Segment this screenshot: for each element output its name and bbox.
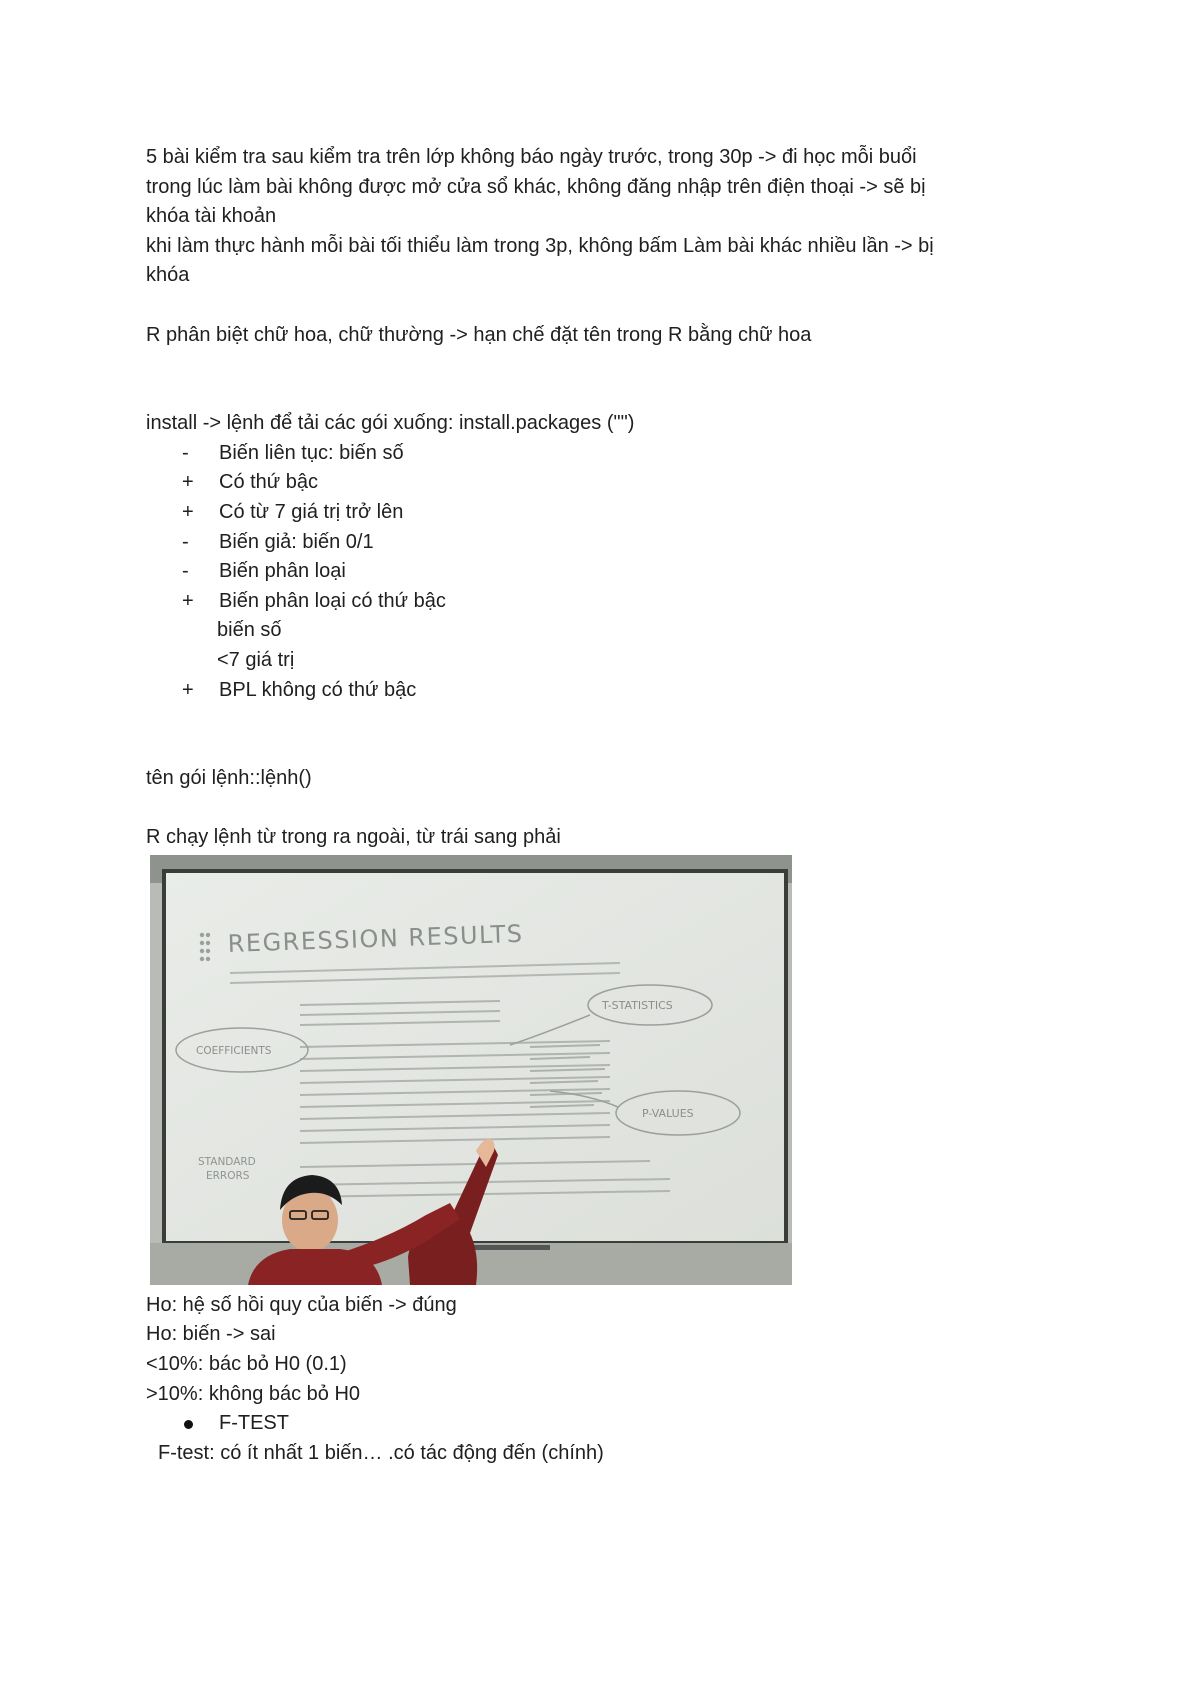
callout-errors: ERRORS [206,1169,250,1182]
callout-t-statistics: T-STATISTICS [602,998,673,1012]
slide-title: REGRESSION RESULTS [227,919,524,958]
list-item-text: Có từ 7 giá trị trở lên [219,500,404,523]
regression-results-photo [150,855,792,1285]
hypothesis-line: >10%: không bác bỏ H0 [146,1382,361,1405]
list-marker: + [182,589,194,612]
hypothesis-line: Ho: biến -> sai [146,1323,276,1346]
photo-illustration [150,855,792,1285]
hypothesis-line: <10%: bác bỏ H0 (0.1) [146,1353,347,1376]
list-marker: - [182,441,189,464]
paragraph-line: khóa [146,264,190,287]
list-item [146,676,1046,706]
list-item [146,498,1046,528]
hypothesis-line: Ho: hệ số hồi quy của biến -> đúng [146,1293,457,1316]
list-marker: + [182,678,194,701]
bullet-item-ftest [146,1409,1046,1439]
paragraph-line: trong lúc làm bài không được mở cửa sổ khác, không đăng nhập trên điện thoại -> sẽ bị [146,175,926,198]
list-item-text: Có thứ bậc [219,471,318,494]
list-item [146,439,1046,469]
list-marker: + [182,471,194,494]
list-item [146,528,1046,558]
document-page [146,143,1046,1468]
list-continuation: biến số [217,619,282,642]
list-item-text: Biến liên tục: biến số [219,441,404,464]
callout-p-values: P-VALUES [642,1106,694,1120]
list-item-text: Biến giả: biến 0/1 [219,530,374,553]
list-marker: - [182,530,189,553]
paragraph-line: khóa tài khoản [146,205,277,228]
paragraph-install: install -> lệnh để tải các gói xuống: install.packages ("") [146,412,635,435]
list-item [146,587,1046,617]
list-item [146,557,1046,587]
callout-coefficients: COEFFICIENTS [196,1044,272,1057]
list-item-text: Biến phân loại [219,560,346,583]
list-item-text: BPL không có thứ bậc [219,678,417,701]
paragraph-line: 5 bài kiểm tra sau kiểm tra trên lớp không báo ngày trước, trong 30p -> đi học mỗi buổi [146,146,917,168]
list-item-text: Biến phân loại có thứ bậc [219,589,446,612]
ftest-note: F-test: có ít nhất 1 biến… .có tác động đến (chính) [158,1441,604,1464]
bullet-dot-icon [184,1420,193,1429]
paragraph-line: khi làm thực hành mỗi bài tối thiểu làm trong 3p, không bấm Làm bài khác nhiều lần -> bị [146,234,934,257]
paragraph-execution-order: R chạy lệnh từ trong ra ngoài, từ trái sang phải [146,826,561,849]
callout-standard: STANDARD [198,1155,256,1168]
paragraph-case-sensitivity: R phân biệt chữ hoa, chữ thường -> hạn chế đặt tên trong R bằng chữ hoa [146,323,812,346]
variable-type-list [146,439,1046,705]
paragraph-package-syntax: tên gói lệnh::lệnh() [146,767,312,790]
list-item [146,468,1046,498]
list-continuation: <7 giá trị [217,648,295,671]
list-marker: + [182,500,194,523]
bullet-item-text: F-TEST [219,1412,289,1435]
list-marker: - [182,560,189,583]
